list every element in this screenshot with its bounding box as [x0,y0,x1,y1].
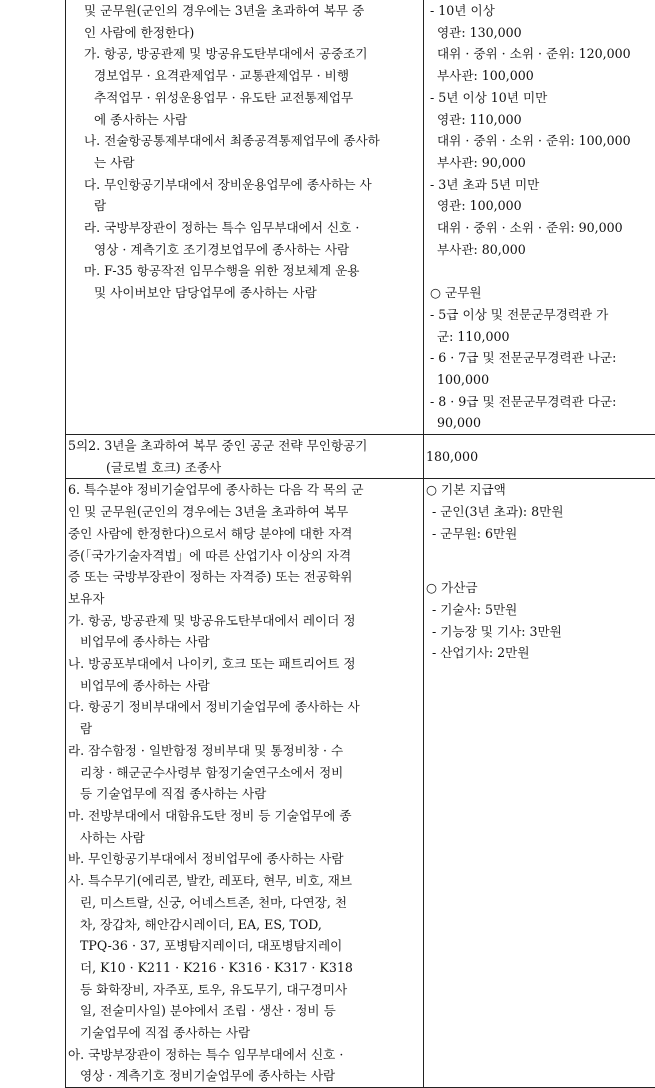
description-line: 다. 무인항공기부대에서 장비운용업무에 종사하는 사 [72,174,423,196]
amount-line: - 6 · 7급 및 전문군무경력관 나군: [424,347,655,369]
amount-line: 영관: 130,000 [424,22,655,44]
amount-line: 영관: 100,000 [424,195,655,217]
description-line: 가. 항공, 방공관제 및 방공유도탄부대에서 레이더 정 [68,610,423,632]
description-line: 6. 특수분야 정비기술업무에 종사하는 다음 각 목의 군 [68,479,423,501]
amount-line: 100,000 [424,369,655,391]
description-line: 마. F-35 항공작전 임무수행을 위한 정보체계 운용 [72,260,423,282]
description-line: 라. 국방부장관이 정하는 특수 임무부대에서 신호 · [72,217,423,239]
description-line: 인 사람에 한정한다) [72,22,423,44]
description-line: 및 군무원(군인의 경우에는 3년을 초과하여 복무 중 [72,0,423,22]
amount-line [424,260,655,282]
amount-line: - 5년 이상 10년 미만 [424,87,655,109]
description-line: 인 및 군무원(군인의 경우에는 3년을 초과하여 복무 [68,501,423,523]
duty-description-cell [66,479,424,1088]
description-line: 사하는 사람 [68,827,423,849]
duty-description-lines [66,435,423,478]
duty-description-lines [66,479,423,1087]
amount-line: ○ 기본 지급액 [426,479,655,501]
allowance-amount-cell [424,0,655,435]
description-line: 리창 · 해군군수사령부 함정기술연구소에서 정비 [68,762,423,784]
amount-line: - 5급 이상 및 전문군무경력관 가 [424,304,655,326]
description-line: 바. 무인항공기부대에서 정비업무에 종사하는 사람 [68,848,423,870]
description-line: TPQ-36 · 37, 포병탐지레이더, 대포병탐지레이 [68,935,423,957]
amount-line: 부사관: 90,000 [424,152,655,174]
description-line: 중인 사람에 한정한다)으로서 해당 분야에 대한 자격 [68,523,423,545]
table-row-section-5 [66,0,655,435]
description-line: 라. 잠수함정 · 일반함정 정비부대 및 통정비창 · 수 [68,740,423,762]
description-line: 비업무에 종사하는 사람 [68,675,423,697]
amount-line: - 3년 초과 5년 미만 [424,174,655,196]
allowance-amount-cell [424,479,655,1088]
allowance-amount-cell [424,435,655,479]
amount-line: 90,000 [424,412,655,434]
description-line: 추적업무 · 위성운용업무 · 유도탄 교전통제업무 [72,87,423,109]
description-line: 더, K10 · K211 · K216 · K316 · K317 · K318 [68,957,423,979]
amount-line: 부사관: 80,000 [424,239,655,261]
allowance-amount-lines [424,479,655,664]
description-line: 아. 국방부장관이 정하는 특수 임무부대에서 신호 · [68,1044,423,1066]
amount-line: 영관: 110,000 [424,109,655,131]
description-line: 경보업무 · 요격관제업무 · 교통관제업무 · 비행 [72,65,423,87]
description-line: 에 종사하는 사람 [72,109,423,131]
amount-line: 대위 · 중위 · 소위 · 준위: 120,000 [424,43,655,65]
amount-line: 180,000 [424,446,655,468]
description-line: 린, 미스트랄, 신궁, 어네스트존, 천마, 다연장, 천 [68,892,423,914]
description-line: (글로벌 호크) 조종사 [68,457,423,479]
description-line: 람 [72,195,423,217]
allowance-table [65,0,655,1088]
amount-line [426,545,655,567]
description-line: 등 화학장비, 자주포, 토우, 유도무기, 대구경미사 [68,979,423,1001]
description-line: 사. 특수무기(에리콘, 발칸, 레포타, 현무, 비호, 재브 [68,870,423,892]
amount-line: ○ 군무원 [424,282,655,304]
allowance-amount-lines [424,446,655,468]
amount-line: - 8 · 9급 및 전문군무경력관 다군: [424,391,655,413]
amount-line: ○ 가산금 [426,577,655,599]
amount-line: - 군인(3년 초과): 8만원 [426,501,655,523]
description-line: 비업무에 종사하는 사람 [68,631,423,653]
amount-line: 부사관: 100,000 [424,65,655,87]
description-line: 는 사람 [72,152,423,174]
description-line: 보유자 [68,588,423,610]
table-row-section-5-2 [66,435,655,479]
description-line: 다. 항공기 정비부대에서 정비기술업무에 종사하는 사 [68,696,423,718]
amount-line [426,566,655,577]
description-line: 람 [68,718,423,740]
amount-line: 대위 · 중위 · 소위 · 준위: 90,000 [424,217,655,239]
amount-line: - 군무원: 6만원 [426,523,655,545]
description-line: 나. 전술항공통제부대에서 최종공격통제업무에 종사하 [72,130,423,152]
allowance-amount-lines [424,0,655,434]
amount-line: - 기술사: 5만원 [426,599,655,621]
table-row-section-6 [66,479,655,1088]
duty-description-lines [66,0,423,304]
duty-description-cell [66,435,424,479]
description-line: 차, 장갑차, 해안감시레이더, EA, ES, TOD, [68,914,423,936]
description-line: 영상 · 계측기호 조기경보업무에 종사하는 사람 [72,239,423,261]
description-line: 증(「국가기술자격법」에 따른 산업기사 이상의 자격 [68,545,423,567]
description-line: 및 사이버보안 담당업무에 종사하는 사람 [72,282,423,304]
amount-line: - 10년 이상 [424,0,655,22]
description-line: 기술업무에 직접 종사하는 사람 [68,1022,423,1044]
description-line: 증 또는 국방부장관이 정하는 자격증) 또는 전공학위 [68,566,423,588]
amount-line: 대위 · 중위 · 소위 · 준위: 100,000 [424,130,655,152]
amount-line: 군: 110,000 [424,326,655,348]
amount-line: - 기능장 및 기사: 3만원 [426,621,655,643]
description-line: 마. 전방부대에서 대함유도탄 정비 등 기술업무에 종 [68,805,423,827]
description-line: 영상 · 계측기호 정비기술업무에 종사하는 사람 [68,1065,423,1087]
description-line: 나. 방공포부대에서 나이키, 호크 또는 패트리어트 정 [68,653,423,675]
amount-line: - 산업기사: 2만원 [426,642,655,664]
description-line: 5의2. 3년을 초과하여 복무 중인 공군 전략 무인항공기 [68,435,423,457]
duty-description-cell [66,0,424,435]
description-line: 등 기술업무에 직접 종사하는 사람 [68,783,423,805]
description-line: 일, 전술미사일) 분야에서 조립 · 생산 · 정비 등 [68,1000,423,1022]
description-line: 가. 항공, 방공관제 및 방공유도탄부대에서 공중조기 [72,43,423,65]
